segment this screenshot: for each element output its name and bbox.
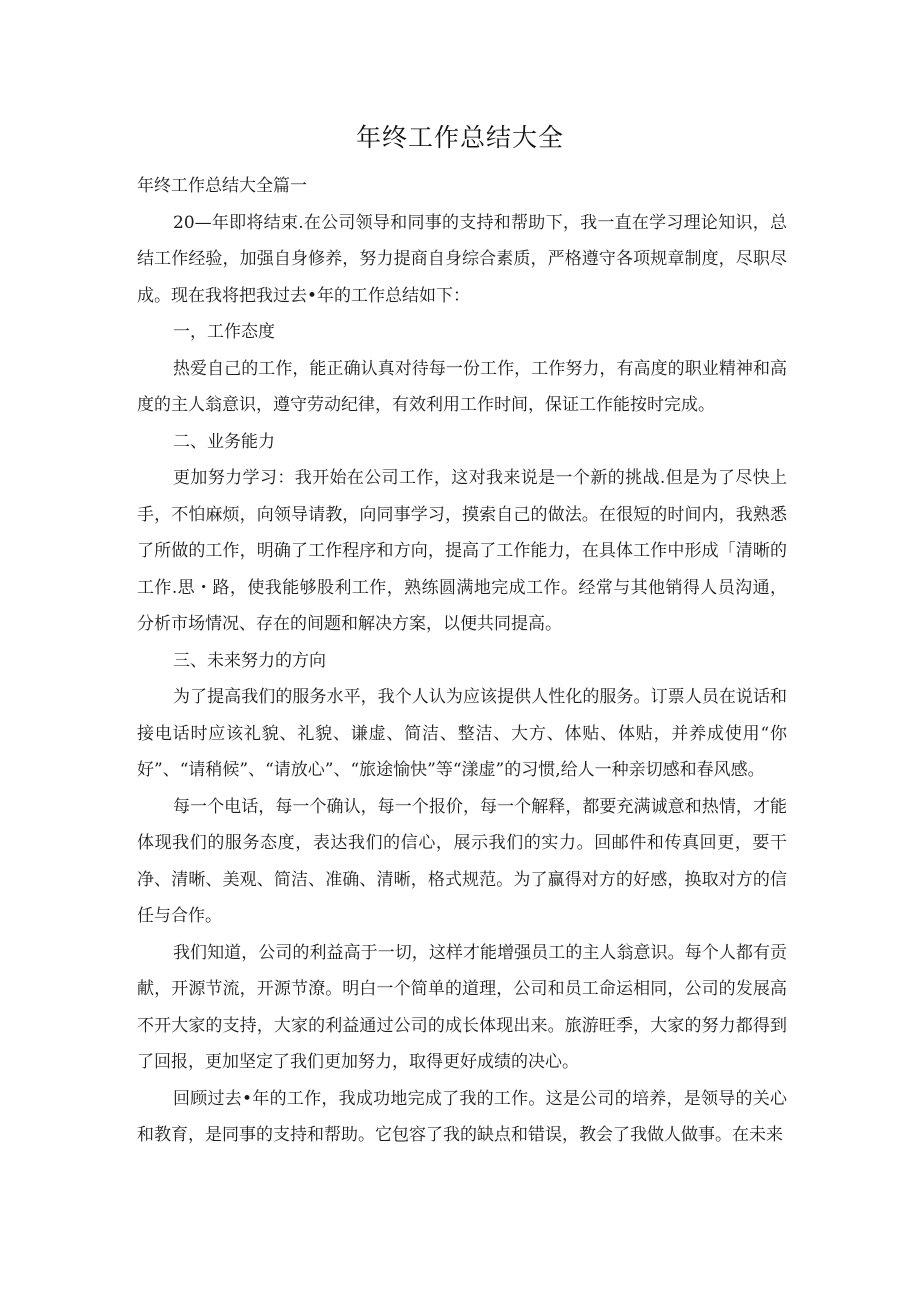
paragraph-review: 回顾过去•年的工作，我成功地完成了我的工作。这是公司的培养，是领导的关心和教育，是同事的支持和帮助。它包容了我的缺点和错误，教会了我做人做事。在未来 — [137, 1088, 787, 1145]
paragraph-service-level: 为了提高我们的服务水平，我个人认为应该提供人性化的服务。订票人员在说话和接电话时应该礼貌、礼貌、谦虚、简洁、整洁、大方、体贴、体贴，并养成使用“你好”、“请稍候”、“请放心”、“旅途愉快”等“漾虚”的习惯,给人一种亲切感和春风感。 — [137, 687, 787, 780]
paragraph-company-interest: 我们知道，公司的利益高于一切，这样才能增强员工的主人翁意识。每个人都有贡献，开源节流，开源节潦。明白一个简单的道理，公司和员工命运相同，公司的发展高不开大家的支持，大家的利益通过公司的成长体现出来。旅游旺季，大家的努力都得到了回报，更加坚定了我们更加努力，取得更好成绩的决心。 — [137, 942, 787, 1072]
paragraph-business-ability: 更加努力学习：我开始在公司工作，这对我来说是一个新的挑战.但是为了尽快上手，不怕麻烦，向领导请教，向同事学习，摸索自己的做法。在很短的时间内，我熟悉了所做的工作，明确了工作程序和方向，提高了工作能力，在具体工作中形成「清晰的工作.思・路，使我能够股利工作，熟练圆满地完成工作。经常与其他销得人员沟通，分析市场情况、存在的间题和解决方案，以便共同提高。 — [137, 468, 787, 634]
section-heading-work-attitude: 一，工作态度 — [173, 322, 275, 342]
paragraph-service-attitude: 每一个电话，每一个确认，每一个报价，每一个解释，都要充满诚意和热情，才能体现我们的服务态度，表达我们的信心，展示我们的实力。回邮件和传真回更，要干净、清晰、美观、简洁、准确、清晰，格式规范。为了赢得对方的好感，换取对方的信任与合作。 — [137, 796, 787, 926]
document-title: 年终工作总结大全 — [355, 123, 564, 152]
paragraph-intro: 20—年即将结束.在公司领导和同事的支持和帮助下，我一直在学习理论知识，总结工作经验，加强自身修养，努力提商自身综合素质，严格遵守各项规章制度，尽职尽成。现在我将把我过去•年的工作总结如下： — [137, 212, 787, 306]
document-subtitle: 年终工作总结大全篇一 — [137, 176, 307, 196]
section-heading-business-ability: 二、业务能力 — [173, 431, 275, 452]
paragraph-work-attitude: 热爱自己的工作，能正确认真对待每一份工作，工作努力，有高度的职业精神和高度的主人翁意识，遵守劳动纪律，有效利用工作时间，保证工作能按时完成。 — [137, 358, 787, 415]
document-body — [137, 168, 787, 1154]
section-heading-future-direction: 三、未来努力的方向 — [173, 650, 326, 671]
